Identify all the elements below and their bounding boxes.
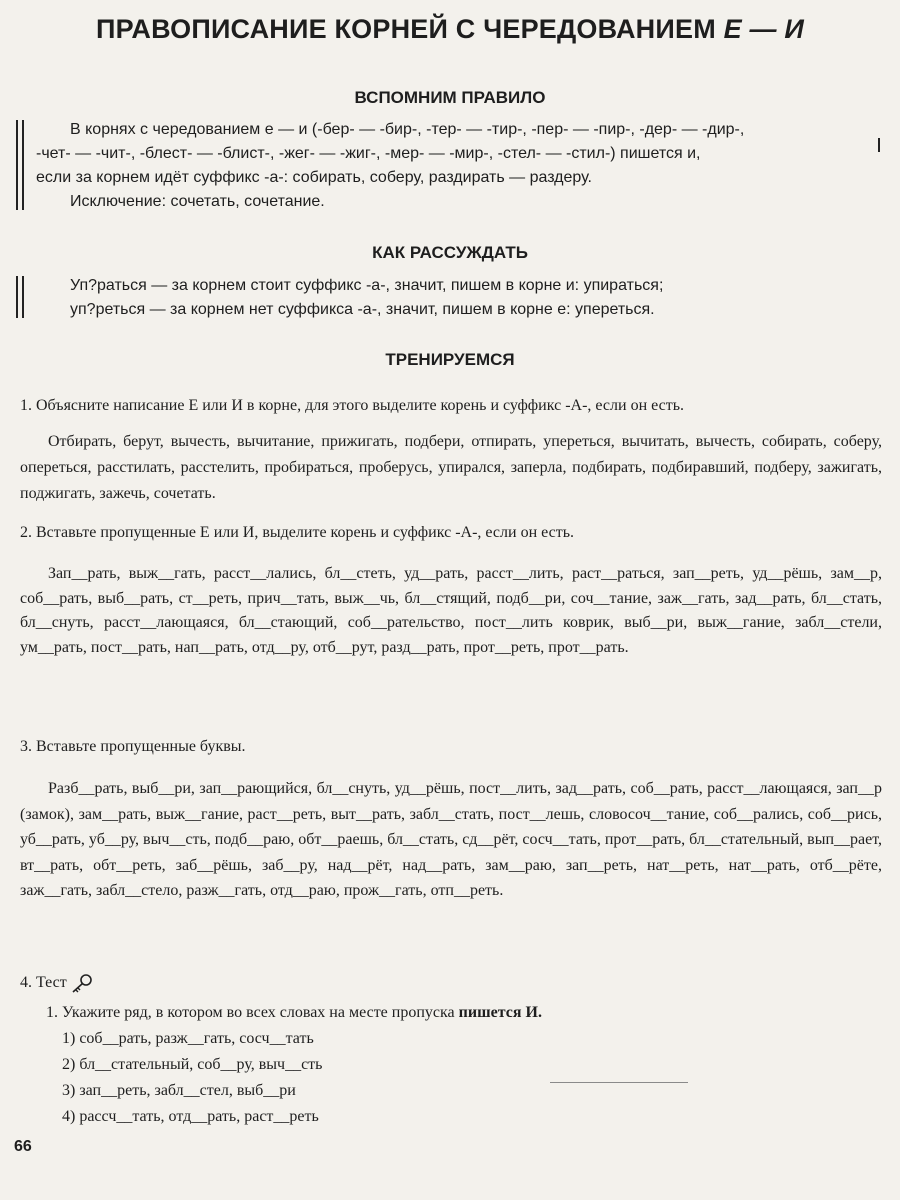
rule-exception: Исключение: сочетать, сочетание. [70, 193, 325, 210]
rule-line-1: В корнях с чередованием е — и (-бер- — -бир-, -тер- — -тир-, -пер- — -пир-, -дер- — -дир-, [70, 121, 745, 138]
reasoning-heading: КАК РАССУЖДАТЬ [372, 243, 528, 262]
rule-heading: ВСПОМНИМ ПРАВИЛО [354, 88, 546, 107]
practice-heading: ТРЕНИРУЕМСЯ [385, 350, 515, 369]
task-4-title: 4. Тест [20, 974, 67, 991]
test-question-bold: пишется И. [458, 1004, 542, 1021]
task-3 [20, 734, 882, 904]
test-question [20, 1000, 882, 1026]
title-main: ПРАВОПИСАНИЕ КОРНЕЙ С ЧЕРЕДОВАНИЕМ [95, 14, 716, 44]
task-4 [20, 970, 882, 1130]
task-1-heading: 1. Объясните написание Е или И в корне, для этого выделите корень и суффикс -А-, если он есть. [20, 397, 685, 414]
rule-box-mark [878, 138, 880, 152]
title-letters: Е — И [723, 14, 805, 44]
rule-box [14, 118, 884, 214]
page-number: 66 [14, 1138, 32, 1155]
reasoning-line-1: Уп?раться — за корнем стоит суффикс -а-, значит, пишем в корне и: упираться; [70, 277, 664, 294]
test-options [20, 1026, 882, 1130]
task-3-heading: 3. Вставьте пропущенные буквы. [20, 738, 246, 755]
test-option-2: 2) бл__стательный, соб__ру, выч__сть [62, 1056, 323, 1073]
answer-line [550, 1082, 688, 1083]
test-question-text: 1. Укажите ряд, в котором во всех словах на месте пропуска [46, 1004, 455, 1021]
rule-line-3: если за корнем идёт суффикс -а-: собирать, соберу, раздирать — раздеру. [36, 169, 592, 186]
task-4-heading [20, 970, 882, 996]
test-option-4: 4) рассч__тать, отд__рать, раст__реть [62, 1108, 319, 1125]
rule-line-2: -чет- — -чит-, -блест- — -блист-, -жег- — -жиг-, -мер- — -мир-, -стел- — -стил-) пишется и, [36, 145, 701, 162]
task-2 [20, 520, 882, 660]
task-1-words: Отбирать, берут, вычесть, вычитание, прижигать, подбери, отпирать, упереться, вычитать, вычесть, собирать, соберу, опереться, расстилать, расстелить, пробираться, проберусь, упирался, заперла, подбирать, подбиравший, подберу, зажигать, поджигать, зажечь, сочетать. [20, 433, 882, 502]
rule-box-border [16, 120, 24, 210]
reasoning-box-border [16, 276, 24, 318]
reasoning-line-2: уп?реться — за корнем нет суффикса -а-, значит, пишем в корне е: упереться. [70, 301, 655, 318]
reasoning-box [14, 274, 884, 322]
task-2-words: Зап__рать, выж__гать, расст__лались, бл__стеть, уд__рать, расст__лить, раст__раться, зап__реть, уд__рёшь, зам__р, соб__рать, выб__рать, ст__реть, прич__тать, выж__чь, бл__стящий, подб__ри, соч__тание, заж__гать, зад__рать, бл__стать, бл__снуть, расст__лающаяся, бл__стающий, соб__рательство, пост__лить коврик, выб__ри, выж__гание, забл__стели, ум__рать, пост__рать, нап__рать, отд__ру, отб__рут, разд__рать, прот__реть, прот__рать. [20, 565, 882, 656]
task-3-words: Разб__рать, выб__ри, зап__рающийся, бл__снуть, уд__рёшь, пост__лить, зад__рать, соб__рать, расст__лающаяся, зап__р (замок), зам__рать, выж__гание, раст__реть, выт__рать, забл__стать, пост__лешь, словосоч__тание, соб__рались, соб__рись, уб__рать, уб__ру, выч__сть, подб__раю, обт__раешь, бл__стать, сд__рёт, сосч__тать, прот__рать, бл__стательный, вып__рает, вт__рать, обт__реть, заб__рёшь, заб__ру, над__рёт, над__рать, зам__раю, зап__реть, нат__реть, нат__рать, отб__рёте, заж__гать, забл__стело, разж__гать, отд__раю, прож__гать, отп__реть. [20, 780, 882, 899]
key-icon [71, 973, 93, 993]
page-title [0, 14, 900, 45]
test-option-3: 3) зап__реть, забл__стел, выб__ри [62, 1082, 296, 1099]
task-1 [20, 393, 882, 507]
task-2-heading: 2. Вставьте пропущенные Е или И, выделите корень и суффикс -А-, если он есть. [20, 524, 575, 541]
test-option-1: 1) соб__рать, разж__гать, сосч__тать [62, 1030, 314, 1047]
